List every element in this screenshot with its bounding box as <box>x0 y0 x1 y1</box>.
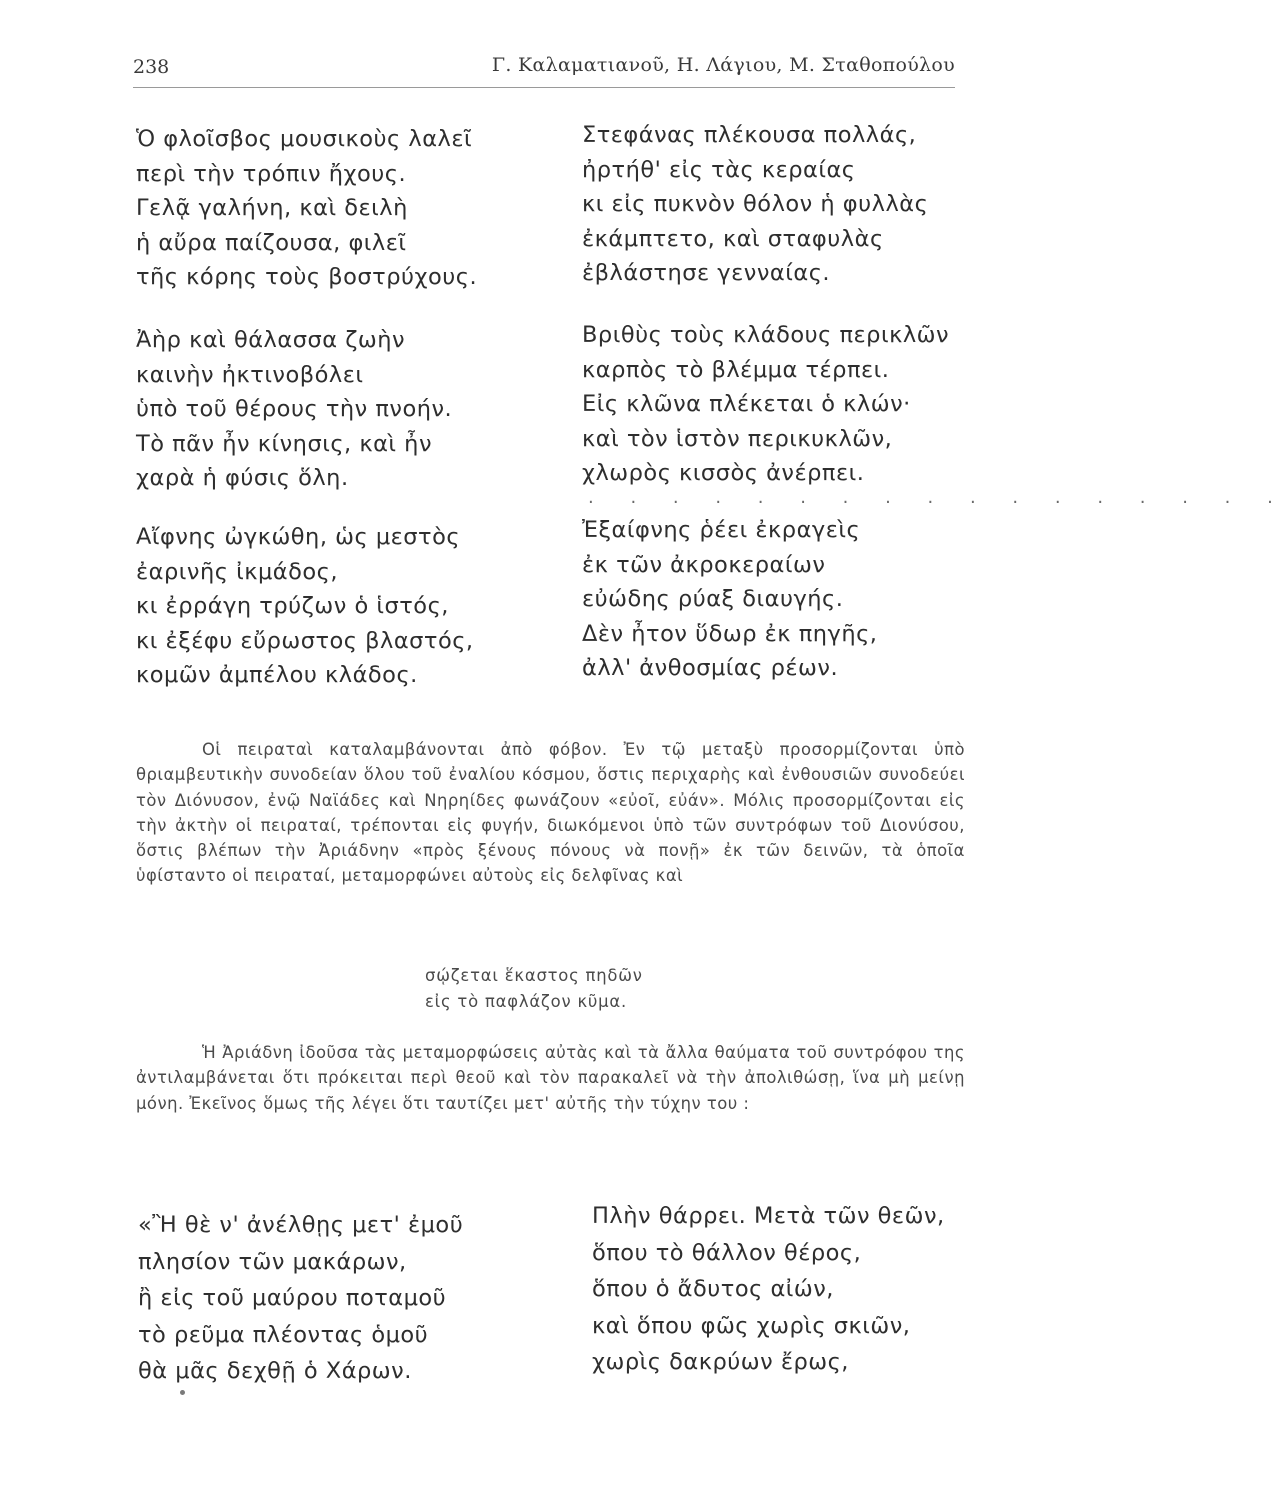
poem-line: ἐβλάστησε γενναίας. <box>582 260 831 286</box>
poem-stanza <box>582 318 949 491</box>
page-number: 238 <box>133 56 170 78</box>
poem-line: ἀλλ' ἀνθοσμίας ρέων. <box>582 655 839 681</box>
poem-line: Βριθὺς τοὺς κλάδους περικλῶν <box>582 322 950 348</box>
poem-line: ἡ αὔρα παίζουσα, φιλεῖ <box>136 229 407 256</box>
poem-line: Εἰς κλῶνα πλέκεται ὁ κλών· <box>582 391 911 417</box>
poem-line: ὅπου ὁ ἄδυτος αἰών, <box>592 1276 834 1302</box>
poem-line: Στεφάνας πλέκουσα πολλάς, <box>582 122 917 148</box>
poem-line: Ἀὴρ καὶ θάλασσα ζωὴν <box>136 327 406 353</box>
poem-line: Γελᾷ γαλήνη, καὶ δειλὴ <box>136 195 408 221</box>
header-rule <box>133 87 955 88</box>
running-header <box>133 52 955 82</box>
poem-line: καρπὸς τὸ βλέμμα τέρπει. <box>582 356 890 383</box>
poem-line: καινὴν ἠκτινοβόλει <box>136 361 364 388</box>
quote-line: εἰς τὸ παφλάζον κῦμα. <box>425 992 628 1011</box>
poem-line: Αἴφνης ὠγκώθη, ὡς μεστὸς <box>136 524 461 550</box>
poem-line: καὶ ὅπου φῶς χωρὶς σκιῶν, <box>592 1312 911 1339</box>
poem-stanza <box>582 513 877 686</box>
poem-line: Ὁ φλοῖσβος μουσικοὺς λαλεῖ <box>136 126 473 152</box>
poem-line: κι ἐξέφυ εὔρωστος βλαστός, <box>136 627 474 654</box>
poem-line: κι ἐρράγη τρύζων ὁ ἱστός, <box>136 593 449 619</box>
ellipsis-dots: . . . . . . . . . . . . . . . . . <box>588 487 1288 508</box>
poem-line: ὑπὸ τοῦ θέρους τὴν πνοήν. <box>136 396 453 422</box>
prose-paragraph: Ἡ Ἀριάδνη ἰδοῦσα τὰς μεταμορφώσεις αὐτὰς καὶ τὰ ἄλλα θαύματα τοῦ συντρόφου της ἀντιλαμβάνεται ὅτι πρόκειται περὶ θεοῦ καὶ τὸν παρακαλεῖ νὰ τὴν ἀπολιθώσῃ, ἵνα μὴ μείνῃ μόνη. Ἐκεῖνος ὅμως τῆς λέγει ὅτι ταυτίζει μετ' αὐτῆς τὴν τύχην του : <box>136 1043 965 1113</box>
poem-stanza <box>592 1198 945 1381</box>
poem-line: ὅπου τὸ θάλλον θέρος, <box>592 1239 862 1266</box>
poem-stanza <box>136 323 452 496</box>
poem-line: ἠρτήθ' εἰς τὰς κεραίας <box>582 156 856 183</box>
poem-line: πλησίον τῶν μακάρων, <box>138 1248 407 1275</box>
poem-line: καὶ τὸν ἱστὸν περικυκλῶν, <box>582 425 893 452</box>
poem-line: ἐαρινῆς ἰκμάδος, <box>136 558 338 585</box>
poem-line: ἢ εἰς τοῦ μαύρου ποταμοῦ <box>138 1285 447 1311</box>
poem-line: Τὸ πᾶν ἦν κίνησις, καὶ ἦν <box>136 430 433 457</box>
poem-line: χωρὶς δακρύων ἔρως, <box>592 1349 849 1375</box>
ink-speck <box>180 1390 185 1395</box>
poem-line: περὶ τὴν τρόπιν ἤχους. <box>136 160 407 187</box>
poem-line: κι εἰς πυκνὸν θόλον ἡ φυλλὰς <box>582 191 929 217</box>
poem-line: θὰ μᾶς δεχθῇ ὁ Χάρων. <box>138 1358 412 1384</box>
poem-stanza <box>138 1207 463 1390</box>
poem-line: «Ἢ θὲ ν' ἀνέλθῃς μετ' ἐμοῦ <box>138 1212 464 1238</box>
poem-stanza <box>136 520 474 693</box>
poem-line: χαρὰ ἡ φύσις ὅλη. <box>136 465 349 491</box>
poem-line: τὸ ρεῦμα πλέοντας ὁμοῦ <box>138 1321 429 1348</box>
poem-line: Ἐξαίφνης ῥέει ἐκραγεὶς <box>582 517 861 543</box>
poem-line: ἐκ τῶν ἀκροκεραίων <box>582 551 826 578</box>
quote-line: σῴζεται ἕκαστος πηδῶν <box>425 966 643 985</box>
poem-stanza <box>136 122 477 295</box>
poem-line: ἐκάμπτετο, καὶ σταφυλὰς <box>582 225 884 252</box>
poem-line: τῆς κόρης τοὺς βοστρύχους. <box>136 264 478 290</box>
poem-line: Πλὴν θάρρει. Μετὰ τῶν θεῶν, <box>592 1203 945 1229</box>
poem-line: χλωρὸς κισσὸς ἀνέρπει. <box>582 460 865 486</box>
poem-line: κομῶν ἀμπέλου κλάδος. <box>136 662 418 688</box>
poem-line: Δὲν ἦτον ὕδωρ ἐκ πηγῆς, <box>582 620 878 647</box>
prose-paragraph: Οἱ πειραταὶ καταλαμβάνονται ἀπὸ φόβον. Ἐν τῷ μεταξὺ προσορμίζονται ὑπὸ θριαμβευτικὴν συνοδείαν ὅλου τοῦ ἐναλίου κόσμου, ὅστις περιχαρὴς καὶ ἐνθουσιῶν συνοδεύει τὸν Διόνυσον, ἐνῷ Ναϊάδες καὶ Νηρηίδες φωνάζουν «εὐοῖ, εὐάν». Μόλις προσορμίζονται εἰς τὴν ἀκτὴν οἱ πειραταί, τρέπονται εἰς φυγήν, διωκόμενοι ὑπὸ τῶν συντρόφων τοῦ Διονύσου, ὅστις βλέπων τὴν Ἀριάδνην «πρὸς ξένους πόνους νὰ πονῇ» ἐκ τῶν δεινῶν, τὰ ὁποῖα ὑφίσταντο οἱ πειραταί, μεταμορφώνει αὐτοὺς εἰς δελφῖνας καὶ <box>136 740 965 886</box>
quoted-verse <box>425 963 643 1015</box>
poem-line: εὐώδης ρύαξ διαυγής. <box>582 586 844 612</box>
running-head-authors: Γ. Καλαματιανοῦ, Η. Λάγιου, Μ. Σταθοπούλου <box>491 54 955 76</box>
poem-stanza <box>582 118 928 291</box>
